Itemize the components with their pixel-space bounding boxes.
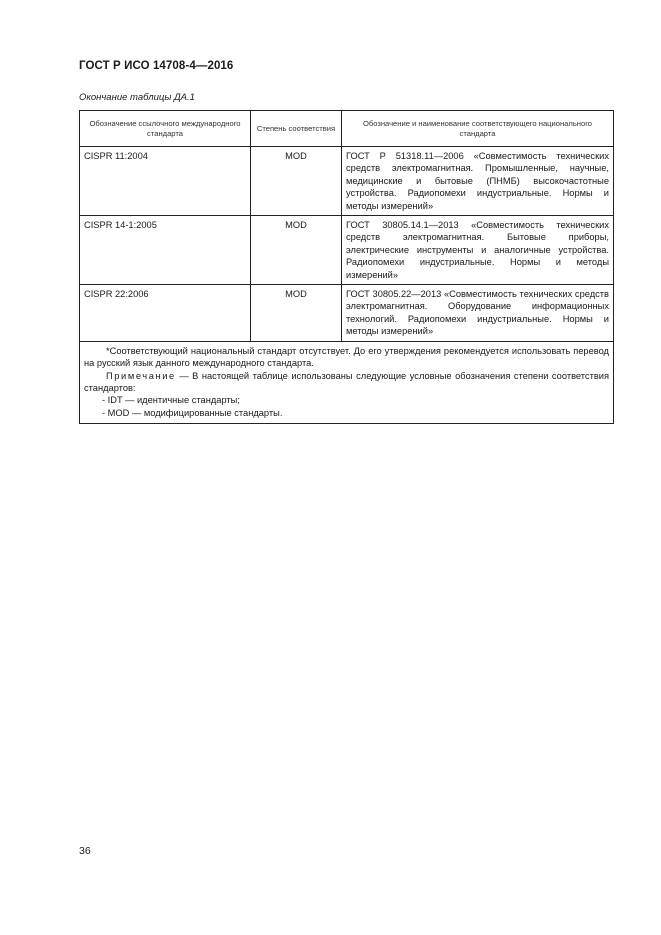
table-row [80,216,614,285]
cell-national-standard: ГОСТ 30805.14.1—2013 «Совместимость технических средств электромагнитная. Бытовые приборы, электрические инструменты и аналогичные устройства. Радиопомехи индустриальные. Нормы и методы измерений» [342,216,614,285]
column-header-international-standard: Обозначение ссылочного международного стандарта [80,111,251,147]
table-notes-row [80,341,614,423]
document-header: ГОСТ Р ИСО 14708-4—2016 [79,60,234,72]
standards-table [79,110,614,424]
cell-international-standard: CISPR 14-1:2005 [80,216,251,285]
cell-national-standard: ГОСТ 30805.22—2013 «Совместимость технических средств электромагнитная. Оборудование информационных технологий. Радиопомехи индустриальные. Нормы и методы измерений» [342,285,614,342]
note-paragraph [84,370,609,395]
table-row [80,147,614,216]
cell-degree: MOD [251,147,342,216]
list-item: - IDT — идентичные стандарты; [102,395,240,406]
table-header-row [80,111,614,147]
column-header-national-standard: Обозначение и наименование соответствующего национального стандарта [342,111,614,147]
note-text: — В настоящей таблице использованы следующие условные обозначения степени соответствия стандартов: [84,370,609,393]
cell-degree: MOD [251,285,342,342]
table-notes [80,341,614,423]
note-label: Примечание [106,370,176,381]
list-item: - MOD — модифицированные стандарты. [102,407,283,418]
footnote: *Соответствующий национальный стандарт отсутствует. До его утверждения рекомендуется использовать перевод на русский язык данного международного стандарта. [84,345,609,369]
page-number: 36 [79,845,91,857]
cell-national-standard: ГОСТ Р 51318.11—2006 «Совместимость технических средств электромагнитная. Промышленные, научные, медицинские и бытовые (ПНМБ) высокочастотные устройства. Радиопомехи индустриальные. Нормы и методы измерений» [342,147,614,216]
cell-international-standard: CISPR 22:2006 [80,285,251,342]
cell-international-standard: CISPR 11:2004 [80,147,251,216]
table-row [80,285,614,342]
column-header-degree: Степень соответствия [251,111,342,147]
table-caption: Окончание таблицы ДА.1 [79,92,195,103]
cell-degree: MOD [251,216,342,285]
